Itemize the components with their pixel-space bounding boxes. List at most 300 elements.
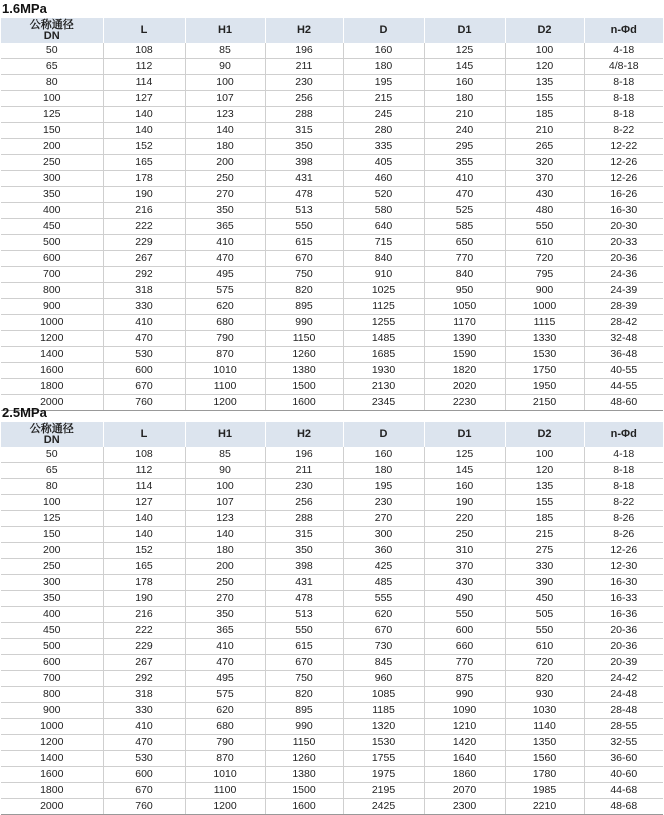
cell-d1: 410: [424, 171, 505, 187]
cell-d: 1755: [343, 751, 424, 767]
cell-dn: 1600: [1, 767, 103, 783]
cell-d: 555: [343, 591, 424, 607]
cell-h1: 870: [185, 751, 265, 767]
cell-h2: 550: [265, 623, 343, 639]
cell-h1: 90: [185, 59, 265, 75]
cell-d2: 370: [505, 171, 584, 187]
cell-n-phi-d: 16-36: [584, 607, 663, 623]
cell-d2: 430: [505, 187, 584, 203]
cell-n-phi-d: 48-60: [584, 395, 663, 411]
cell-n-phi-d: 16-26: [584, 187, 663, 203]
cell-d: 620: [343, 607, 424, 623]
cell-h2: 1500: [265, 783, 343, 799]
cell-d1: 125: [424, 447, 505, 463]
cell-d1: 1640: [424, 751, 505, 767]
cell-d2: 450: [505, 591, 584, 607]
cell-d1: 770: [424, 251, 505, 267]
cell-d2: 1750: [505, 363, 584, 379]
cell-l: 152: [103, 139, 185, 155]
cell-d1: 2230: [424, 395, 505, 411]
cell-l: 112: [103, 59, 185, 75]
cell-l: 140: [103, 107, 185, 123]
cell-l: 530: [103, 751, 185, 767]
cell-dn: 80: [1, 479, 103, 495]
cell-n-phi-d: 28-55: [584, 719, 663, 735]
cell-d2: 1780: [505, 767, 584, 783]
cell-d2: 1115: [505, 315, 584, 331]
cell-n-phi-d: 36-60: [584, 751, 663, 767]
table-row: [1, 687, 663, 703]
cell-h2: 478: [265, 187, 343, 203]
table-row: [1, 299, 663, 315]
table-row: [1, 91, 663, 107]
cell-dn: 1000: [1, 315, 103, 331]
cell-l: 410: [103, 719, 185, 735]
cell-d: 195: [343, 75, 424, 91]
cell-d1: 355: [424, 155, 505, 171]
cell-n-phi-d: 20-30: [584, 219, 663, 235]
cell-d: 1185: [343, 703, 424, 719]
cell-d1: 1390: [424, 331, 505, 347]
cell-l: 229: [103, 639, 185, 655]
cell-l: 140: [103, 123, 185, 139]
cell-n-phi-d: 8-18: [584, 463, 663, 479]
cell-h2: 350: [265, 139, 343, 155]
header-dn: [1, 18, 103, 43]
cell-h1: 620: [185, 299, 265, 315]
cell-h2: 990: [265, 719, 343, 735]
table-row: [1, 575, 663, 591]
cell-h1: 200: [185, 155, 265, 171]
cell-d1: 1860: [424, 767, 505, 783]
table-row: [1, 671, 663, 687]
cell-n-phi-d: 12-22: [584, 139, 663, 155]
header-dn-code: DN: [43, 29, 60, 42]
cell-h2: 256: [265, 91, 343, 107]
cell-d: 1125: [343, 299, 424, 315]
cell-l: 222: [103, 219, 185, 235]
cell-n-phi-d: 24-36: [584, 267, 663, 283]
cell-n-phi-d: 12-30: [584, 559, 663, 575]
cell-n-phi-d: 40-55: [584, 363, 663, 379]
cell-d2: 100: [505, 43, 584, 59]
cell-d2: 210: [505, 123, 584, 139]
cell-l: 127: [103, 91, 185, 107]
cell-h2: 820: [265, 687, 343, 703]
cell-h1: 250: [185, 575, 265, 591]
table-row: [1, 315, 663, 331]
cell-h2: 615: [265, 235, 343, 251]
cell-d1: 950: [424, 283, 505, 299]
cell-d: 845: [343, 655, 424, 671]
cell-h2: 895: [265, 299, 343, 315]
cell-l: 318: [103, 687, 185, 703]
cell-n-phi-d: 28-39: [584, 299, 663, 315]
cell-dn: 80: [1, 75, 103, 91]
cell-d1: 1050: [424, 299, 505, 315]
cell-dn: 65: [1, 59, 103, 75]
cell-dn: 400: [1, 203, 103, 219]
cell-n-phi-d: 20-36: [584, 251, 663, 267]
cell-d2: 1950: [505, 379, 584, 395]
cell-d: 160: [343, 43, 424, 59]
cell-d2: 185: [505, 107, 584, 123]
cell-l: 190: [103, 187, 185, 203]
cell-dn: 50: [1, 447, 103, 463]
cell-h1: 100: [185, 479, 265, 495]
cell-dn: 350: [1, 187, 103, 203]
cell-h2: 550: [265, 219, 343, 235]
cell-h2: 990: [265, 315, 343, 331]
cell-h2: 1380: [265, 767, 343, 783]
table-row: [1, 203, 663, 219]
header-n-phi-d: n-Φd: [584, 18, 663, 43]
cell-n-phi-d: 8-18: [584, 479, 663, 495]
cell-d: 1530: [343, 735, 424, 751]
cell-d: 180: [343, 463, 424, 479]
header-row: [1, 422, 663, 447]
cell-d2: 795: [505, 267, 584, 283]
cell-d1: 1170: [424, 315, 505, 331]
cell-n-phi-d: 28-42: [584, 315, 663, 331]
cell-h1: 123: [185, 511, 265, 527]
cell-n-phi-d: 20-33: [584, 235, 663, 251]
table-row: [1, 447, 663, 463]
cell-dn: 1600: [1, 363, 103, 379]
table-row: [1, 591, 663, 607]
cell-l: 267: [103, 655, 185, 671]
cell-d2: 1030: [505, 703, 584, 719]
cell-d2: 155: [505, 495, 584, 511]
cell-d2: 550: [505, 623, 584, 639]
cell-dn: 300: [1, 575, 103, 591]
cell-d: 405: [343, 155, 424, 171]
cell-dn: 450: [1, 219, 103, 235]
cell-l: 600: [103, 767, 185, 783]
cell-d: 425: [343, 559, 424, 575]
table-row: [1, 527, 663, 543]
cell-h1: 870: [185, 347, 265, 363]
cell-d1: 1090: [424, 703, 505, 719]
cell-h2: 1600: [265, 799, 343, 815]
cell-d2: 320: [505, 155, 584, 171]
cell-d2: 215: [505, 527, 584, 543]
table-row: [1, 767, 663, 783]
cell-h1: 85: [185, 43, 265, 59]
cell-h2: 1150: [265, 331, 343, 347]
cell-h2: 196: [265, 447, 343, 463]
cell-d: 2425: [343, 799, 424, 815]
cell-l: 190: [103, 591, 185, 607]
cell-h1: 270: [185, 187, 265, 203]
cell-l: 760: [103, 799, 185, 815]
cell-l: 470: [103, 735, 185, 751]
cell-h1: 200: [185, 559, 265, 575]
cell-h1: 1010: [185, 767, 265, 783]
cell-n-phi-d: 16-30: [584, 575, 663, 591]
cell-h2: 1260: [265, 751, 343, 767]
table-row: [1, 703, 663, 719]
cell-d1: 190: [424, 495, 505, 511]
cell-n-phi-d: 8-18: [584, 75, 663, 91]
cell-l: 330: [103, 299, 185, 315]
cell-d: 280: [343, 123, 424, 139]
cell-l: 318: [103, 283, 185, 299]
table-row: [1, 655, 663, 671]
cell-h1: 350: [185, 607, 265, 623]
table-row: [1, 783, 663, 799]
cell-d: 195: [343, 479, 424, 495]
table-row: [1, 235, 663, 251]
cell-d2: 2150: [505, 395, 584, 411]
cell-d1: 600: [424, 623, 505, 639]
cell-d1: 430: [424, 575, 505, 591]
cell-dn: 200: [1, 139, 103, 155]
cell-d1: 220: [424, 511, 505, 527]
table-row: [1, 251, 663, 267]
header-d1: D1: [424, 422, 505, 447]
cell-l: 530: [103, 347, 185, 363]
cell-dn: 1400: [1, 347, 103, 363]
cell-n-phi-d: 20-36: [584, 639, 663, 655]
cell-d2: 1560: [505, 751, 584, 767]
cell-dn: 1200: [1, 735, 103, 751]
cell-d: 2195: [343, 783, 424, 799]
cell-h1: 100: [185, 75, 265, 91]
cell-d1: 145: [424, 59, 505, 75]
cell-l: 178: [103, 171, 185, 187]
cell-dn: 1800: [1, 379, 103, 395]
cell-h2: 615: [265, 639, 343, 655]
cell-dn: 150: [1, 123, 103, 139]
cell-n-phi-d: 32-48: [584, 331, 663, 347]
cell-l: 410: [103, 315, 185, 331]
cell-h2: 315: [265, 527, 343, 543]
cell-d2: 1350: [505, 735, 584, 751]
cell-d1: 1210: [424, 719, 505, 735]
cell-dn: 500: [1, 639, 103, 655]
cell-n-phi-d: 40-60: [584, 767, 663, 783]
cell-h2: 1380: [265, 363, 343, 379]
cell-d: 730: [343, 639, 424, 655]
cell-d1: 650: [424, 235, 505, 251]
cell-l: 330: [103, 703, 185, 719]
cell-d1: 210: [424, 107, 505, 123]
cell-n-phi-d: 8-18: [584, 91, 663, 107]
table-row: [1, 171, 663, 187]
header-dn-label: 公称通径: [29, 18, 74, 31]
cell-n-phi-d: 44-55: [584, 379, 663, 395]
cell-d2: 100: [505, 447, 584, 463]
cell-d: 215: [343, 91, 424, 107]
table-row: [1, 719, 663, 735]
cell-h1: 180: [185, 543, 265, 559]
cell-h2: 895: [265, 703, 343, 719]
table-row: [1, 139, 663, 155]
cell-dn: 1000: [1, 719, 103, 735]
cell-d2: 720: [505, 251, 584, 267]
cell-d1: 2020: [424, 379, 505, 395]
header-d: D: [343, 422, 424, 447]
cell-d1: 585: [424, 219, 505, 235]
cell-h2: 513: [265, 203, 343, 219]
cell-dn: 600: [1, 655, 103, 671]
cell-d2: 155: [505, 91, 584, 107]
table-row: [1, 75, 663, 91]
cell-h2: 1150: [265, 735, 343, 751]
cell-l: 229: [103, 235, 185, 251]
cell-d: 1255: [343, 315, 424, 331]
cell-dn: 250: [1, 155, 103, 171]
header-dn: [1, 422, 103, 447]
cell-h1: 1200: [185, 799, 265, 815]
cell-dn: 800: [1, 283, 103, 299]
cell-d1: 145: [424, 463, 505, 479]
header-d: D: [343, 18, 424, 43]
cell-h2: 820: [265, 283, 343, 299]
cell-n-phi-d: 44-68: [584, 783, 663, 799]
table-row: [1, 155, 663, 171]
cell-l: 112: [103, 463, 185, 479]
cell-d2: 1985: [505, 783, 584, 799]
cell-h1: 107: [185, 495, 265, 511]
cell-d1: 550: [424, 607, 505, 623]
cell-d1: 160: [424, 75, 505, 91]
cell-d1: 310: [424, 543, 505, 559]
table-row: [1, 639, 663, 655]
cell-d2: 265: [505, 139, 584, 155]
cell-h1: 620: [185, 703, 265, 719]
cell-d: 335: [343, 139, 424, 155]
cell-d2: 900: [505, 283, 584, 299]
section-title: 2.5MPa: [2, 405, 47, 420]
cell-d2: 390: [505, 575, 584, 591]
header-d2: D2: [505, 18, 584, 43]
cell-d2: 275: [505, 543, 584, 559]
cell-l: 222: [103, 623, 185, 639]
cell-h1: 410: [185, 639, 265, 655]
table-row: [1, 123, 663, 139]
cell-h2: 196: [265, 43, 343, 59]
cell-h2: 230: [265, 479, 343, 495]
cell-d2: 1140: [505, 719, 584, 735]
spec-table: [1, 422, 663, 815]
cell-d2: 720: [505, 655, 584, 671]
cell-h1: 85: [185, 447, 265, 463]
cell-h2: 478: [265, 591, 343, 607]
table-row: [1, 543, 663, 559]
cell-h2: 750: [265, 671, 343, 687]
cell-dn: 900: [1, 703, 103, 719]
cell-l: 292: [103, 671, 185, 687]
cell-d2: 1330: [505, 331, 584, 347]
cell-l: 178: [103, 575, 185, 591]
cell-h2: 1260: [265, 347, 343, 363]
cell-n-phi-d: 12-26: [584, 171, 663, 187]
cell-h2: 211: [265, 59, 343, 75]
cell-d1: 470: [424, 187, 505, 203]
cell-dn: 150: [1, 527, 103, 543]
cell-d: 485: [343, 575, 424, 591]
table-row: [1, 331, 663, 347]
cell-l: 760: [103, 395, 185, 411]
cell-dn: 350: [1, 591, 103, 607]
cell-h2: 398: [265, 155, 343, 171]
cell-dn: 100: [1, 495, 103, 511]
cell-d: 670: [343, 623, 424, 639]
cell-l: 140: [103, 511, 185, 527]
table-row: [1, 607, 663, 623]
cell-l: 670: [103, 379, 185, 395]
cell-l: 216: [103, 607, 185, 623]
cell-h1: 470: [185, 655, 265, 671]
cell-d: 270: [343, 511, 424, 527]
cell-n-phi-d: 4-18: [584, 43, 663, 59]
cell-d: 715: [343, 235, 424, 251]
header-d1: D1: [424, 18, 505, 43]
cell-h1: 107: [185, 91, 265, 107]
table-row: [1, 43, 663, 59]
cell-dn: 250: [1, 559, 103, 575]
cell-h2: 230: [265, 75, 343, 91]
cell-d2: 610: [505, 639, 584, 655]
cell-n-phi-d: 8-22: [584, 123, 663, 139]
spec-table: [1, 18, 663, 411]
header-l: L: [103, 422, 185, 447]
cell-dn: 100: [1, 91, 103, 107]
cell-dn: 800: [1, 687, 103, 703]
cell-l: 165: [103, 559, 185, 575]
cell-h1: 1200: [185, 395, 265, 411]
table-row: [1, 107, 663, 123]
cell-h2: 288: [265, 511, 343, 527]
cell-h1: 140: [185, 527, 265, 543]
cell-d2: 120: [505, 463, 584, 479]
cell-d1: 2070: [424, 783, 505, 799]
cell-d1: 250: [424, 527, 505, 543]
cell-d2: 610: [505, 235, 584, 251]
cell-h2: 211: [265, 463, 343, 479]
cell-dn: 1200: [1, 331, 103, 347]
cell-d1: 875: [424, 671, 505, 687]
cell-d1: 370: [424, 559, 505, 575]
table-row: [1, 511, 663, 527]
cell-dn: 2000: [1, 799, 103, 815]
table-row: [1, 219, 663, 235]
cell-h2: 670: [265, 655, 343, 671]
cell-dn: 450: [1, 623, 103, 639]
cell-d: 230: [343, 495, 424, 511]
cell-d: 1975: [343, 767, 424, 783]
cell-dn: 700: [1, 671, 103, 687]
cell-n-phi-d: 24-48: [584, 687, 663, 703]
cell-h2: 1500: [265, 379, 343, 395]
cell-d: 460: [343, 171, 424, 187]
cell-d: 580: [343, 203, 424, 219]
table-row: [1, 559, 663, 575]
cell-n-phi-d: 8-18: [584, 107, 663, 123]
table-row: [1, 59, 663, 75]
cell-d1: 160: [424, 479, 505, 495]
cell-h2: 750: [265, 267, 343, 283]
cell-dn: 1400: [1, 751, 103, 767]
cell-n-phi-d: 8-22: [584, 495, 663, 511]
cell-h1: 575: [185, 687, 265, 703]
table-row: [1, 479, 663, 495]
cell-h1: 365: [185, 219, 265, 235]
cell-l: 114: [103, 479, 185, 495]
cell-n-phi-d: 20-36: [584, 623, 663, 639]
